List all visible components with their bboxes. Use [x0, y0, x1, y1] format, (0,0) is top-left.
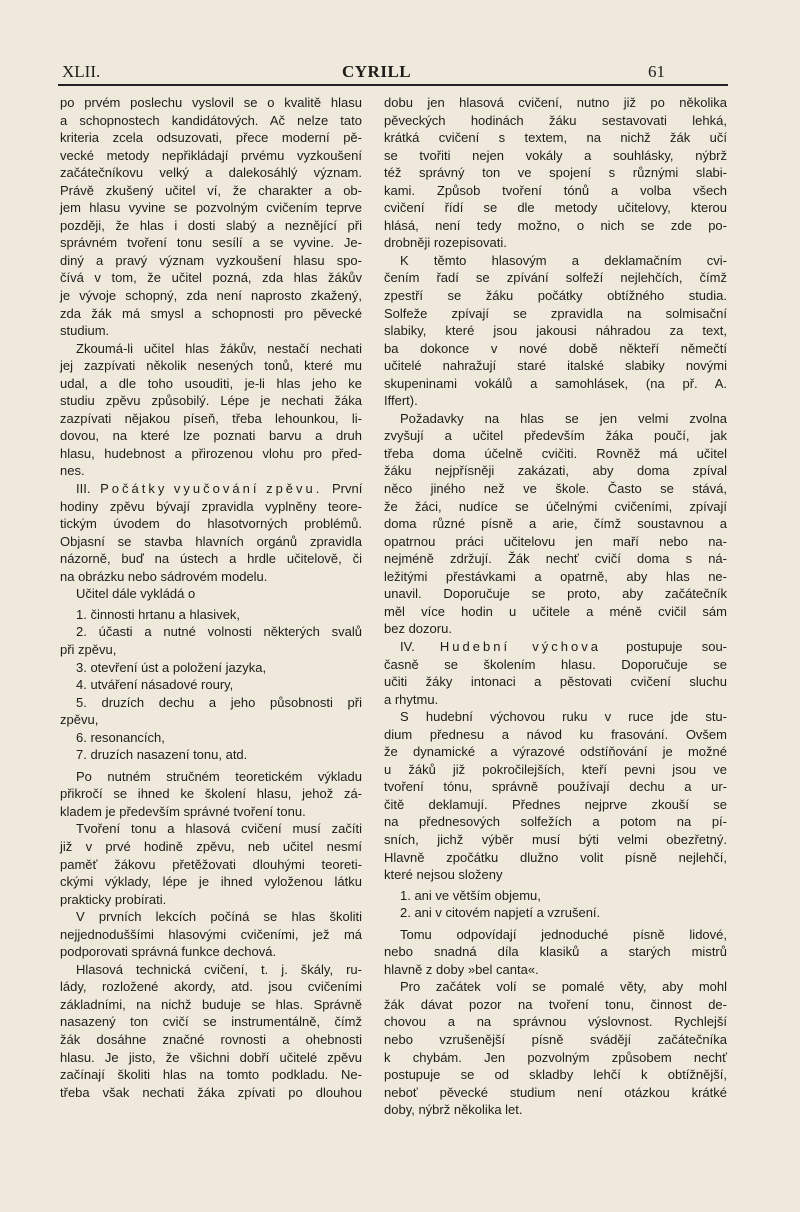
text-line: čením řadí se zpívání solfeží nejlehčích, čímž — [384, 270, 727, 286]
text-line: S hudební výchovou ruku v ruce jde stu- — [400, 709, 727, 725]
text-line: Solfeže zpívají se zpravidla na solmisační — [384, 305, 727, 321]
paragraph — [384, 926, 727, 979]
volume-number: XLII. — [62, 62, 101, 81]
text-line: něco jiného než ve škole. Často se stává, — [384, 481, 727, 497]
text-line: zvyšují a učitel především žáka poučí, jak — [384, 428, 727, 444]
text-line: učiti žáky intonaci a pěstovati cvičení sluchu — [384, 674, 727, 690]
text-line: hlavně z doby »bel canta«. — [384, 961, 539, 977]
text-line: tvoření tónu, správně používají dechu a ur- — [384, 779, 727, 795]
text-line: dovou, na které lze poznati barvu a druh — [60, 428, 362, 444]
text-line: nasazený ton cvičí se instrumentálně, čímž — [60, 1014, 362, 1030]
text-line: bez dozoru. — [384, 621, 452, 637]
text-line: které nejsou složeny — [384, 867, 503, 883]
text-line: unavil. Doporučuje se proto, aby začátečník — [384, 586, 727, 602]
text-line: drobněji rozepisovati. — [384, 235, 507, 251]
text-line: žáku nejpřísněji zakázati, aby doma zpíval — [384, 463, 727, 479]
text-line: sních, jichž výběr musí býti velmi obezřetný. — [384, 831, 727, 847]
text-line: tickým úvodem do hlasotvorných problémů. — [60, 516, 362, 532]
text-line: jem hlasu vyvine se pozvolným cvičením teprve — [60, 200, 362, 216]
paragraph — [60, 961, 362, 1101]
text-line: zpěvu, — [60, 712, 99, 728]
text-line: kriteria zcela odsuzovati, přece moderní pě- — [60, 130, 362, 146]
text-line: V prvních lekcích počíná se hlas školiti — [76, 909, 362, 925]
text-line: čitě deklamují. Přednes nejprve zkouší se — [384, 796, 727, 812]
text-line: ležitými přestávkami a opatrně, aby hlas ne- — [384, 568, 727, 584]
text-line: nes. — [60, 463, 85, 479]
list-item — [384, 904, 727, 922]
text-line: lády, rozložené akordy, atd. jsou cvičeními — [60, 979, 362, 995]
text-fragment: postupuje sou- — [626, 638, 727, 654]
text-line: doma různé písně a arie, čímž soustavnou a — [384, 516, 727, 532]
text-line: měl více hodin u učitele a méně cvičil sám — [384, 603, 727, 619]
list-item — [60, 606, 362, 624]
text-line: Objasní se stavba hlavních orgánů zpravidla — [60, 533, 362, 549]
text-line: vecké metody nepřikládají prvému vyzkoušení — [60, 147, 362, 163]
text-line: 6. resonancích, — [76, 729, 165, 745]
text-line: Hlavně zpočátku dlužno volit písně nejlehčí, — [384, 849, 727, 865]
text-line: Učitel dále vykládá o — [76, 586, 196, 602]
text-line: na přednesových solfežích a potom na pí- — [384, 814, 727, 830]
paragraph — [384, 252, 727, 410]
section-title: Počátky vyučování zpěvu. — [100, 481, 323, 497]
section-title: Hudební výchova — [439, 638, 601, 654]
text-line: studium. — [60, 323, 110, 339]
section-heading-line — [384, 638, 727, 656]
paragraph — [384, 708, 727, 883]
text-line: a rhytmu. — [384, 691, 439, 707]
text-line: Zkoumá-li učitel hlas žákův, nestačí nechati — [76, 340, 362, 356]
list-item — [60, 623, 362, 658]
list-item — [60, 659, 362, 677]
text-line: při zpěvu, — [60, 641, 117, 657]
text-line: slabiky, které jsou jakousi náhradou za text, — [384, 323, 727, 339]
running-title: CYRILL — [342, 62, 412, 81]
text-line: hlasu, hudebnost a přirozenou vlohu pro před- — [60, 445, 362, 461]
text-line: udal, a dle toho usouditi, je-li hlas jeho ke — [60, 375, 362, 391]
text-line: 3. otevření úst a položení jazyka, — [76, 659, 267, 675]
paragraph — [60, 480, 362, 585]
section-number: IV. — [400, 638, 415, 654]
text-line: správném tvoření tonu sesílí a se vyvine. Je- — [60, 235, 362, 251]
numbered-list — [60, 606, 362, 764]
text-line: chovou a na správnou výslovnost. Rychlejší — [384, 1014, 727, 1030]
header-rule — [58, 84, 728, 86]
list-item — [60, 746, 362, 764]
text-line: Právě zkušený učitel ví, že charakter a ob- — [60, 182, 362, 198]
text-line: neboť pěvecké studium není otázkou krátké — [384, 1084, 727, 1100]
text-line: učitelé nahražují staré italské slabiky novými — [384, 358, 727, 374]
text-line: 2. ani v citovém napjetí a vzrušení. — [400, 905, 601, 921]
paragraph — [384, 94, 727, 252]
text-line: Po nutném stručném teoretickém výkladu — [76, 768, 362, 784]
text-line: a schopnostech kandidátových. Ač nelze tato — [60, 112, 362, 128]
text-line: později, že hlas i dosti slabý a neznějící při — [60, 217, 362, 233]
text-line: paměť žákovu přetěžovati dlouhými teoreti- — [60, 856, 362, 872]
text-line: nebo snadná díla klasiků a starých mistrů — [384, 944, 727, 960]
left-column — [60, 94, 362, 1101]
numbered-list — [384, 887, 727, 922]
text-line: žák dosáhne značné rovnosti a ohebnosti — [60, 1031, 362, 1047]
text-line: začínají školiti hlas na tomto podkladu. Ne- — [60, 1067, 362, 1083]
paragraph — [60, 340, 362, 480]
list-item — [60, 729, 362, 747]
paragraph — [60, 94, 362, 340]
paragraph — [60, 820, 362, 908]
page-number: 61 — [648, 62, 665, 81]
text-line: hodiny zpěvu bývají zpravidla vyplněny teore- — [60, 498, 362, 514]
list-item — [60, 694, 362, 729]
text-line: 7. druzích nasazení tonu, atd. — [76, 747, 248, 763]
text-line: zda žák má smysl a schopnosti pro pěvecké — [60, 305, 362, 321]
list-item — [384, 887, 727, 905]
text-line: ba dokonce v nové době někteří němečtí — [384, 340, 727, 356]
text-line: na obrázku nebo sádrovém modelu. — [60, 568, 268, 584]
text-line: opatrnou práci učitelovu jen maří nebo na- — [384, 533, 727, 549]
list-item — [60, 676, 362, 694]
paragraph — [384, 410, 727, 638]
text-line: přikročí se ihned ke školení hlasu, jehož zá- — [60, 786, 362, 802]
text-line: hlasu. Je jisto, že všichni dobří učitelé zpěvu — [60, 1049, 362, 1065]
paragraph — [384, 978, 727, 1118]
text-line: po prvém poslechu vyslovil se o kvalitě hlasu — [60, 95, 362, 110]
text-line: pěveckých hodinách žáku sestavovati lehká, — [384, 112, 727, 128]
text-line: 1. činnosti hrtanu a hlasivek, — [76, 606, 241, 622]
text-line: u žáků již pokročilejších, kteří pevni jsou ve — [384, 761, 727, 777]
text-line: prakticky probírati. — [60, 891, 167, 907]
paragraph — [60, 585, 362, 603]
text-line: se tvořiti nejen vokály a souhlásky, nýbrž — [384, 147, 727, 163]
text-line: Pro začátek volí se pomalé věty, aby mohl — [400, 979, 727, 995]
text-line: je vývoje schopný, zda není naprosto zkažený, — [60, 288, 362, 304]
paragraph — [384, 638, 727, 708]
text-line: K těmto hlasovým a deklamačním cvi- — [400, 252, 727, 268]
paragraph — [60, 908, 362, 961]
section-heading-line — [60, 480, 362, 498]
text-line: žák dávat pozor na tvoření tonu, činnost de- — [384, 996, 727, 1012]
text-fragment: První — [332, 481, 363, 497]
right-column — [384, 94, 727, 1119]
text-line: Tomu odpovídají jednoduché písně lidové, — [400, 926, 727, 942]
text-line: zazpívati nějakou píseň, třeba lehounkou, li- — [60, 410, 362, 426]
text-line: kami. Způsob tvoření tónů a volba všech — [384, 182, 727, 198]
text-line: Tvoření tonu a hlasová cvičení musí začíti — [76, 821, 362, 837]
text-line: nejméně zdržují. Žák nechť cvičí doma s ná- — [384, 551, 727, 567]
text-line: dium přednesu a návod ku frasování. Ovšem — [384, 726, 727, 742]
text-line: ckými výklady, lépe je ihned vyloženou látku — [60, 874, 362, 890]
text-line: Iffert). — [384, 393, 418, 409]
text-line: začátečníkovu velký a dalekosáhlý význam. — [60, 165, 362, 181]
text-line: že dynamické a výrazové odstíňování je možné — [384, 744, 727, 760]
text-line: zpestří se žáku počátky obtížného studia. — [384, 288, 727, 304]
text-line: skupeninami vokálů a samohlásek, (na př. A. — [384, 375, 727, 391]
text-line: časně se školením hlasu. Doporučuje se — [384, 656, 727, 672]
text-line: 1. ani ve větším objemu, — [400, 887, 541, 903]
text-line: čívá v tom, že učitel pozná, zda hlas žákův — [60, 270, 362, 286]
section-number: III. — [76, 481, 91, 497]
text-line: třeba však nechati žáka zpívati po dlouhou — [60, 1084, 362, 1100]
paragraph — [60, 768, 362, 821]
text-line: Požadavky na hlas se jen velmi zvolna — [400, 410, 727, 426]
text-line: nebo vzrušenější písně svádějí začátečníka — [384, 1031, 727, 1047]
text-line: cvičení řídí se dle metody učitelovy, kterou — [384, 200, 727, 216]
text-line: studiu zpěvu způsobilý. Lépe je nechati žáka — [60, 393, 362, 409]
text-line: doby, nýbrž několika let. — [384, 1102, 523, 1118]
text-line: hlásá, není tedy možno, o nich se zde po- — [384, 217, 727, 233]
text-line: postupuje se od skladby lehčí k obtížnější, — [384, 1067, 727, 1083]
text-line: dobu jen hlasová cvičení, nutno již po několika — [384, 95, 727, 110]
text-line: 4. utváření násadové roury, — [76, 677, 234, 693]
text-line: kladem je především správné tvoření tonu. — [60, 803, 306, 819]
text-line: nejjednoduššími hlasovými cvičeními, jež má — [60, 926, 362, 942]
text-line: diný a pravý význam vyzkoušení hlasu spo- — [60, 252, 362, 268]
text-line: též správný ton ve spojení s různými slabi- — [384, 165, 727, 181]
text-line: Hlasová technická cvičení, t. j. škály, ru- — [76, 961, 362, 977]
text-line: 5. druzích dechu a jeho působnosti při — [76, 694, 362, 710]
text-line: k chybám. Jen pozvolným způsobem nechť — [384, 1049, 727, 1065]
text-line: základními, na nichž buduje se hlas. Správně — [60, 996, 362, 1012]
text-line: již v prvé hodině zpěvu, neb učitel nesmí — [60, 838, 362, 854]
text-line: krátká cvičení s textem, na nichž žák učí — [384, 130, 727, 146]
text-line: že žáci, nudíce se účelnými cvičeními, zpívají — [384, 498, 727, 514]
text-line: třeba doma účelně cvičiti. Rovněž má učitel — [384, 445, 727, 461]
text-line: názorně, buď na ústech a hrdle učitelově, či — [60, 551, 362, 567]
text-line: 2. účasti a nutné volnosti některých svalů — [76, 624, 362, 640]
text-line: jej zazpívati několik nesených tonů, které mu — [60, 358, 362, 374]
text-line: podporovati správná funkce dechová. — [60, 944, 277, 960]
